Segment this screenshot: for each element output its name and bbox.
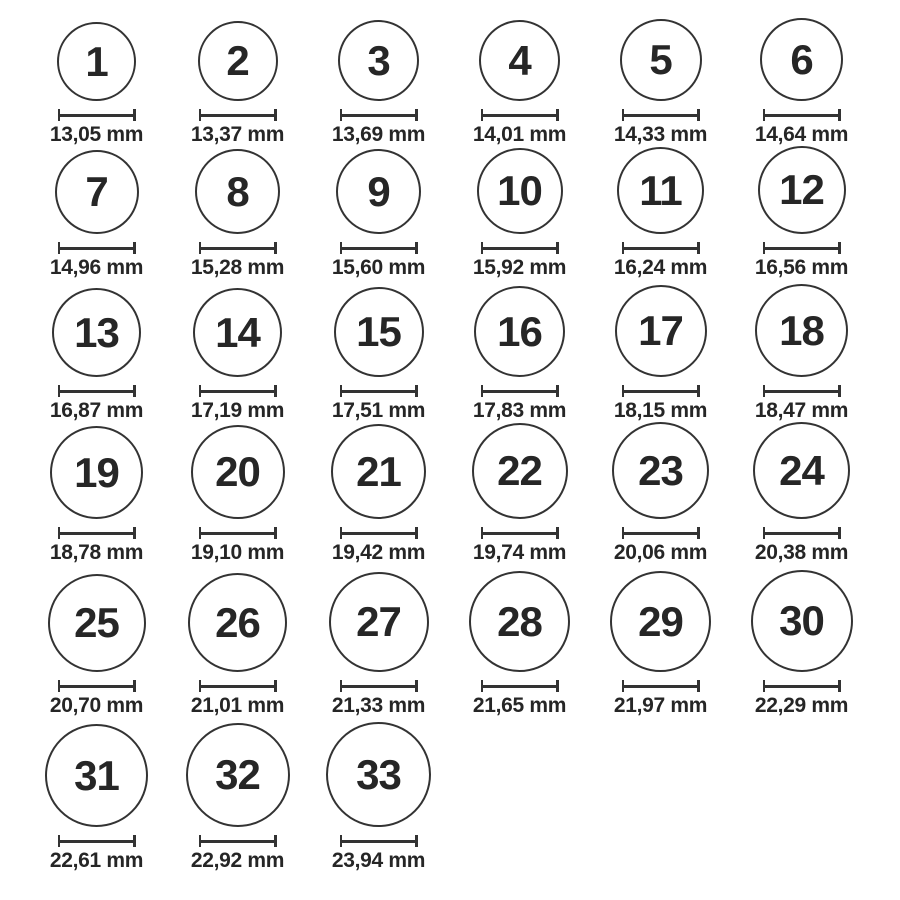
ring-size-number: 17 [638, 307, 683, 354]
ring-size-number: 20 [215, 448, 260, 495]
dimension-tick-right [415, 835, 418, 847]
dimension-bar [340, 114, 418, 117]
diameter-dimension-line [763, 385, 841, 397]
ring-circle [479, 20, 560, 101]
ring-size-item [449, 146, 590, 279]
ring-circle [758, 146, 846, 234]
diameter-dimension-line [58, 109, 136, 121]
diameter-dimension-line [199, 527, 277, 539]
diameter-label: 16,56 mm [754, 256, 849, 279]
ring-circle [334, 287, 424, 377]
diameter-label: 14,96 mm [49, 256, 144, 279]
dimension-bar [622, 247, 700, 250]
diameter-dimension-line [622, 242, 700, 254]
dimension-bar [58, 840, 136, 843]
dimension-bar [481, 390, 559, 393]
ring-size-item [308, 279, 449, 422]
diameter-label: 21,97 mm [613, 694, 708, 717]
ring-circle [469, 571, 570, 672]
ring-circle [751, 570, 853, 672]
ring-size-item [26, 279, 167, 422]
ring-size-number: 23 [638, 446, 683, 494]
ring-size-number: 1 [85, 37, 108, 85]
dimension-tick-right [838, 527, 841, 539]
ring-size-item [26, 146, 167, 279]
dimension-bar [340, 532, 418, 535]
diameter-dimension-line [763, 109, 841, 121]
ring-circle [329, 572, 429, 672]
ring-circle [755, 284, 848, 377]
diameter-dimension-line [481, 242, 559, 254]
dimension-bar [199, 114, 277, 117]
diameter-dimension-line [58, 527, 136, 539]
ring-circle [195, 149, 280, 234]
ring-size-number: 5 [649, 36, 672, 83]
dimension-bar [622, 390, 700, 393]
ring-circle [57, 22, 136, 101]
ring-size-number: 29 [638, 597, 683, 645]
dimension-bar [481, 685, 559, 688]
diameter-dimension-line [622, 385, 700, 397]
diameter-dimension-line [763, 527, 841, 539]
dimension-bar [481, 532, 559, 535]
dimension-tick-right [274, 109, 277, 121]
ring-size-item [590, 146, 731, 279]
diameter-label: 20,06 mm [613, 541, 708, 564]
dimension-bar [481, 114, 559, 117]
diameter-label: 17,19 mm [190, 399, 285, 422]
dimension-tick-right [415, 109, 418, 121]
dimension-tick-right [838, 109, 841, 121]
ring-size-item [308, 564, 449, 717]
diameter-dimension-line [340, 680, 418, 692]
ring-size-item [449, 422, 590, 564]
dimension-bar [763, 247, 841, 250]
dimension-tick-right [274, 385, 277, 397]
diameter-dimension-line [481, 527, 559, 539]
ring-size-number: 25 [74, 599, 119, 646]
dimension-bar [340, 247, 418, 250]
ring-size-number: 31 [74, 751, 119, 799]
diameter-label: 21,01 mm [190, 694, 285, 717]
ring-circle [472, 423, 568, 519]
ring-size-item [731, 146, 872, 279]
ring-size-item [26, 422, 167, 564]
dimension-tick-right [415, 242, 418, 254]
ring-size-item [308, 0, 449, 146]
ring-circle [753, 422, 850, 519]
diameter-label: 14,01 mm [472, 123, 567, 146]
ring-size-item [167, 279, 308, 422]
diameter-label: 22,92 mm [190, 849, 285, 872]
ring-size-item [308, 717, 449, 900]
ring-size-number: 8 [226, 167, 249, 215]
dimension-bar [58, 114, 136, 117]
dimension-bar [58, 685, 136, 688]
ring-circle [336, 149, 421, 234]
dimension-bar [622, 685, 700, 688]
diameter-label: 17,51 mm [331, 399, 426, 422]
diameter-label: 15,92 mm [472, 256, 567, 279]
ring-size-item [167, 0, 308, 146]
ring-circle [45, 724, 148, 827]
ring-size-item [449, 279, 590, 422]
diameter-dimension-line [481, 109, 559, 121]
dimension-tick-right [697, 109, 700, 121]
dimension-tick-right [697, 242, 700, 254]
diameter-dimension-line [481, 680, 559, 692]
dimension-tick-right [697, 385, 700, 397]
dimension-bar [622, 532, 700, 535]
dimension-bar [763, 390, 841, 393]
dimension-bar [763, 532, 841, 535]
dimension-tick-right [274, 242, 277, 254]
diameter-dimension-line [763, 680, 841, 692]
diameter-dimension-line [199, 680, 277, 692]
ring-size-number: 2 [226, 37, 249, 84]
ring-circle [191, 425, 285, 519]
diameter-label: 21,33 mm [331, 694, 426, 717]
diameter-dimension-line [340, 835, 418, 847]
diameter-dimension-line [481, 385, 559, 397]
ring-size-number: 13 [74, 308, 119, 356]
diameter-label: 16,87 mm [49, 399, 144, 422]
ring-size-item [26, 0, 167, 146]
ring-size-item [167, 146, 308, 279]
ring-circle [620, 19, 702, 101]
dimension-bar [199, 532, 277, 535]
ring-size-number: 24 [779, 446, 824, 494]
ring-size-number: 26 [215, 598, 260, 646]
ring-size-number: 27 [356, 598, 401, 645]
ring-size-item [449, 564, 590, 717]
dimension-tick-right [133, 242, 136, 254]
ring-circle [55, 150, 139, 234]
dimension-bar [763, 685, 841, 688]
dimension-tick-right [133, 385, 136, 397]
ring-size-item [731, 422, 872, 564]
ring-size-number: 28 [497, 597, 542, 645]
diameter-label: 13,37 mm [190, 123, 285, 146]
ring-circle [612, 422, 709, 519]
ring-size-item [26, 564, 167, 717]
diameter-label: 15,28 mm [190, 256, 285, 279]
dimension-tick-right [133, 109, 136, 121]
dimension-tick-right [697, 527, 700, 539]
diameter-dimension-line [340, 109, 418, 121]
dimension-bar [199, 247, 277, 250]
diameter-dimension-line [58, 385, 136, 397]
dimension-bar [763, 114, 841, 117]
ring-circle [326, 722, 431, 827]
ring-circle [52, 288, 141, 377]
diameter-label: 23,94 mm [331, 849, 426, 872]
dimension-bar [622, 114, 700, 117]
ring-size-number: 19 [74, 448, 119, 496]
ring-size-item [590, 422, 731, 564]
diameter-label: 13,05 mm [49, 123, 144, 146]
ring-size-number: 12 [779, 166, 824, 213]
ring-size-item [167, 717, 308, 900]
dimension-tick-right [274, 835, 277, 847]
ring-size-item [449, 0, 590, 146]
ring-size-number: 14 [215, 308, 260, 356]
dimension-tick-right [556, 385, 559, 397]
diameter-label: 19,42 mm [331, 541, 426, 564]
ring-circle [338, 20, 419, 101]
ring-size-number: 9 [367, 167, 390, 215]
ring-size-number: 10 [497, 167, 542, 214]
ring-circle [50, 426, 143, 519]
dimension-bar [481, 247, 559, 250]
ring-size-number: 22 [497, 447, 542, 494]
diameter-label: 20,38 mm [754, 541, 849, 564]
ring-size-number: 32 [215, 751, 260, 798]
dimension-bar [199, 685, 277, 688]
diameter-label: 13,69 mm [331, 123, 426, 146]
diameter-label: 15,60 mm [331, 256, 426, 279]
diameter-dimension-line [58, 835, 136, 847]
diameter-dimension-line [199, 242, 277, 254]
ring-size-number: 15 [356, 308, 401, 355]
diameter-label: 19,10 mm [190, 541, 285, 564]
dimension-bar [340, 685, 418, 688]
diameter-dimension-line [199, 385, 277, 397]
diameter-label: 17,83 mm [472, 399, 567, 422]
diameter-label: 16,24 mm [613, 256, 708, 279]
dimension-tick-right [274, 680, 277, 692]
dimension-tick-right [697, 680, 700, 692]
ring-size-number: 33 [356, 750, 401, 798]
diameter-label: 22,29 mm [754, 694, 849, 717]
dimension-tick-right [556, 527, 559, 539]
dimension-tick-right [838, 242, 841, 254]
ring-circle [474, 286, 565, 377]
dimension-tick-right [556, 680, 559, 692]
diameter-dimension-line [340, 385, 418, 397]
ring-circle [477, 148, 563, 234]
ring-size-number: 11 [639, 166, 682, 214]
ring-size-number: 7 [85, 168, 108, 215]
ring-size-item [590, 564, 731, 717]
dimension-tick-right [415, 527, 418, 539]
ring-circle [48, 574, 146, 672]
diameter-dimension-line [199, 835, 277, 847]
dimension-tick-right [556, 109, 559, 121]
ring-size-item [731, 279, 872, 422]
dimension-tick-right [415, 680, 418, 692]
ring-size-number: 3 [367, 36, 390, 84]
diameter-label: 20,70 mm [49, 694, 144, 717]
ring-size-number: 18 [779, 306, 824, 354]
ring-size-item [731, 0, 872, 146]
ring-circle [186, 723, 290, 827]
dimension-bar [58, 390, 136, 393]
ring-size-number: 30 [779, 597, 824, 644]
dimension-tick-right [415, 385, 418, 397]
dimension-tick-right [838, 385, 841, 397]
dimension-tick-right [274, 527, 277, 539]
ring-circle [617, 147, 704, 234]
diameter-label: 18,78 mm [49, 541, 144, 564]
diameter-dimension-line [58, 680, 136, 692]
ring-circle [760, 18, 843, 101]
diameter-dimension-line [340, 527, 418, 539]
diameter-label: 18,47 mm [754, 399, 849, 422]
dimension-bar [340, 840, 418, 843]
diameter-label: 14,33 mm [613, 123, 708, 146]
ring-size-item [590, 0, 731, 146]
diameter-label: 14,64 mm [754, 123, 849, 146]
diameter-label: 19,74 mm [472, 541, 567, 564]
ring-size-number: 21 [356, 447, 401, 495]
dimension-tick-right [133, 680, 136, 692]
diameter-dimension-line [622, 680, 700, 692]
diameter-dimension-line [199, 109, 277, 121]
dimension-bar [199, 840, 277, 843]
ring-size-item [731, 564, 872, 717]
ring-circle [615, 285, 707, 377]
diameter-label: 18,15 mm [613, 399, 708, 422]
dimension-tick-right [133, 835, 136, 847]
dimension-bar [58, 247, 136, 250]
ring-size-item [26, 717, 167, 900]
dimension-bar [58, 532, 136, 535]
diameter-dimension-line [763, 242, 841, 254]
ring-size-number: 4 [508, 36, 531, 84]
diameter-label: 21,65 mm [472, 694, 567, 717]
diameter-dimension-line [622, 527, 700, 539]
diameter-label: 22,61 mm [49, 849, 144, 872]
dimension-tick-right [133, 527, 136, 539]
diameter-dimension-line [340, 242, 418, 254]
ring-size-item [308, 422, 449, 564]
ring-circle [198, 21, 278, 101]
diameter-dimension-line [58, 242, 136, 254]
ring-circle [331, 424, 426, 519]
dimension-bar [199, 390, 277, 393]
ring-circle [188, 573, 287, 672]
ring-size-number: 6 [790, 35, 813, 83]
ring-size-item [308, 146, 449, 279]
dimension-tick-right [556, 242, 559, 254]
dimension-bar [340, 390, 418, 393]
ring-circle [610, 571, 711, 672]
ring-circle [193, 288, 282, 377]
ring-size-number: 16 [497, 307, 542, 355]
ring-size-item [590, 279, 731, 422]
diameter-dimension-line [622, 109, 700, 121]
ring-size-item [167, 422, 308, 564]
ring-size-item [167, 564, 308, 717]
dimension-tick-right [838, 680, 841, 692]
